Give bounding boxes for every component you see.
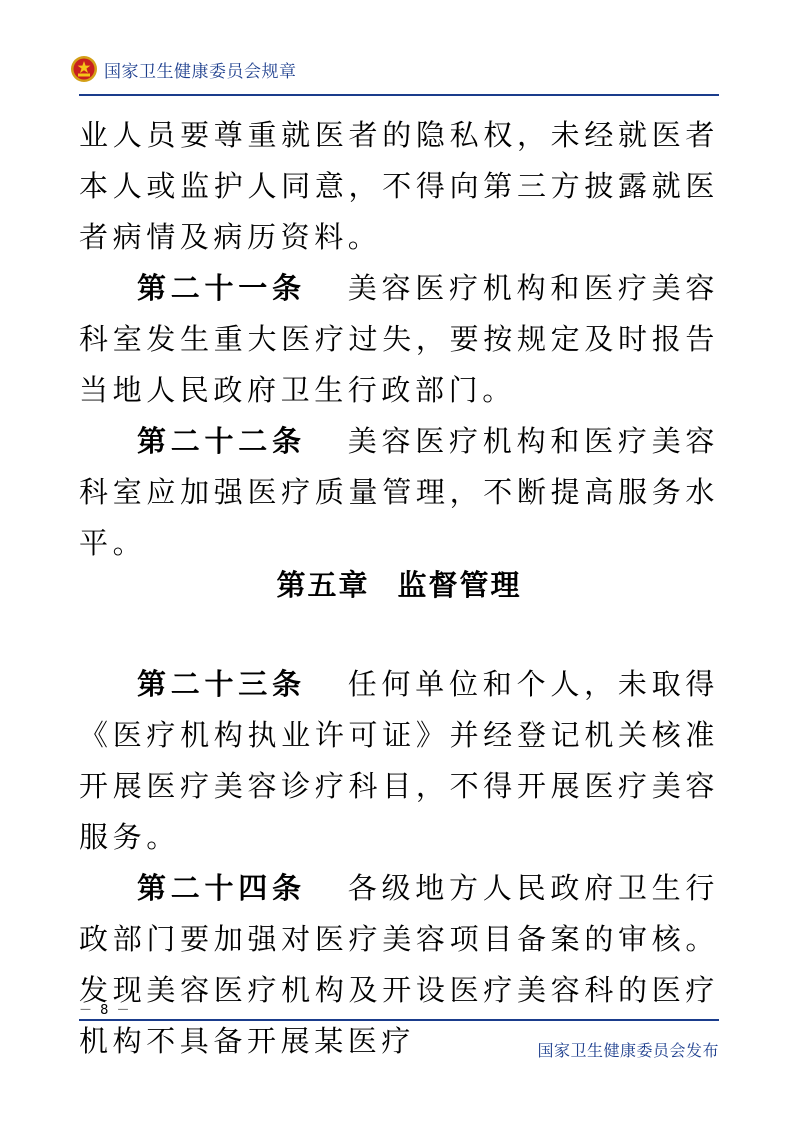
chapter-number: 第五章 [276,568,370,602]
page-number: － 8 － [79,1003,132,1018]
header-title: 国家卫生健康委员会规章 [104,61,297,82]
article-21-heading: 第二十一条 [137,271,306,305]
article-22-heading: 第二十二条 [137,424,306,458]
national-emblem-icon [70,55,98,83]
chapter-heading [79,560,719,611]
article-23 [79,659,719,863]
article-21 [79,263,719,416]
article-24-heading: 第二十四条 [137,871,306,905]
article-23-text: 任何单位和个人，未取得《医疗机构执业许可证》并经登记机关核准开展医疗美容诊疗科目，不得开展医疗美容服务。 [79,667,719,854]
article-24 [79,863,719,1067]
article-22-text: 美容医疗机构和医疗美容科室应加强医疗质量管理，不断提高服务水平。 [79,424,719,560]
footer-divider [79,1019,719,1021]
paragraph-continuation: 业人员要尊重就医者的隐私权，未经就医者本人或监护人同意，不得向第三方披露就医者病情及病历资料。 [79,118,719,254]
header-divider [79,94,719,96]
article-23-heading: 第二十三条 [137,667,306,701]
article-21-text: 美容医疗机构和医疗美容科室发生重大医疗过失，要按规定及时报告当地人民政府卫生行政部门。 [79,271,719,407]
footer-publisher: 国家卫生健康委员会发布 [537,1041,719,1060]
document-body-bottom [79,659,719,1067]
article-22 [79,416,719,569]
chapter-title: 监督管理 [397,568,522,602]
page-header [70,52,297,86]
article-24-text: 各级地方人民政府卫生行政部门要加强对医疗美容项目备案的审核。发现美容医疗机构及开设医疗美容科的医疗机构不具备开展某医疗 [79,871,719,1058]
document-body-top [79,110,719,569]
